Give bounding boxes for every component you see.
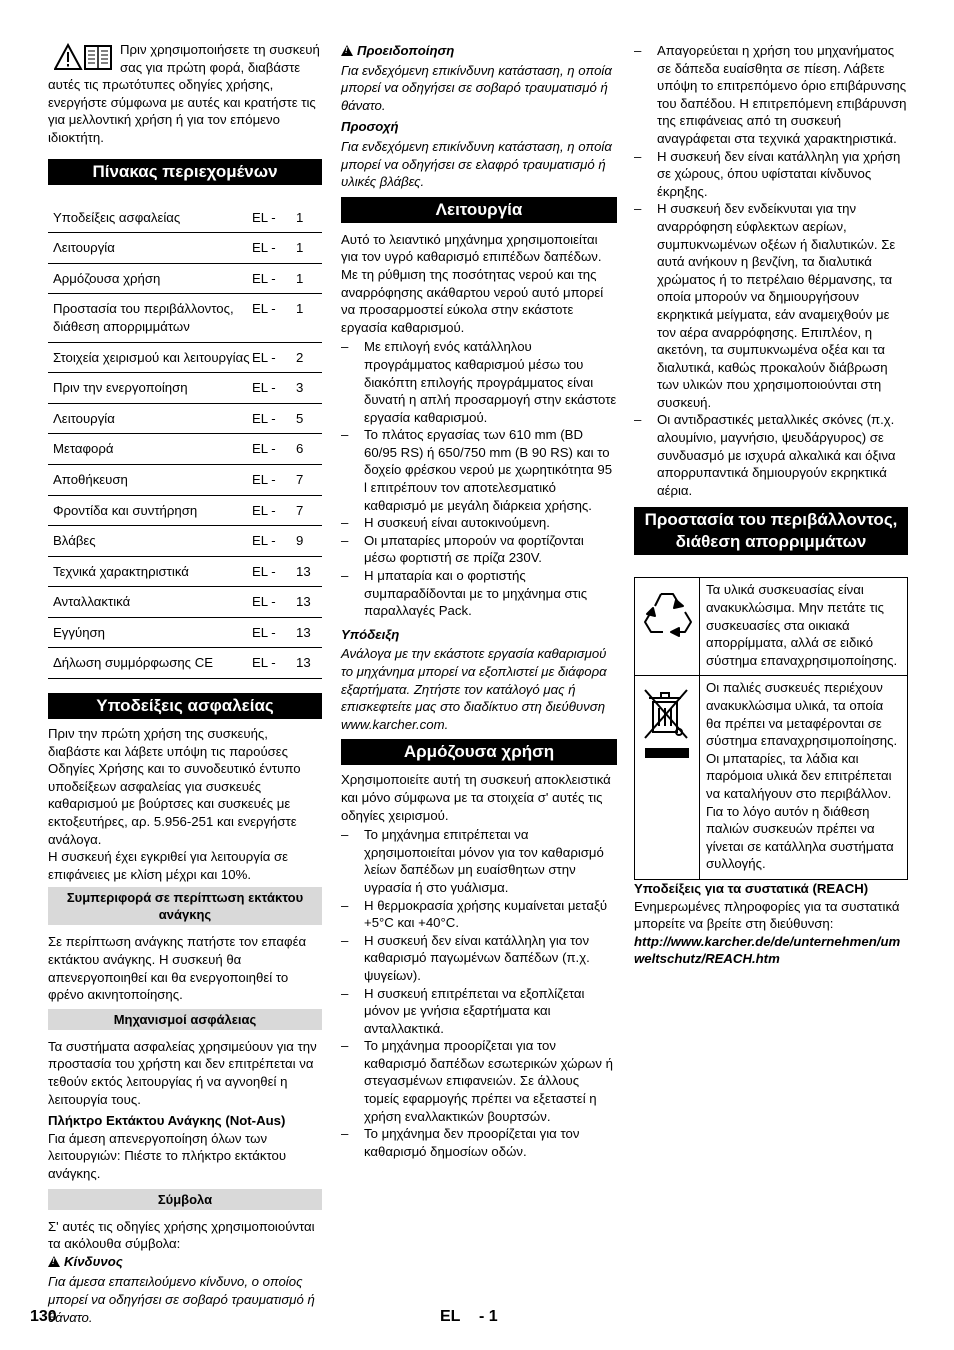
toc-row[interactable] xyxy=(48,434,322,465)
toc-entry-title: Πριν την ενεργοποίηση xyxy=(48,373,252,404)
environment-table xyxy=(634,577,908,880)
warning-triangle-icon xyxy=(341,45,353,56)
function-paragraph-1: Αυτό το λειαντικό μηχάνημα χρησιμοποιείται για τον υγρό καθαρισμό επιπέδων δαπέδων. xyxy=(341,231,602,265)
note-text: Ανάλογα με την εκάστοτε εργασία καθαρισμού το μηχάνημα μπορεί να εξοπλιστεί με διάφορα εξαρτήματα. Ζητήστε τον κατάλογό μας ή επισκεφτείτε μας στο διαδίκτυο στη διεύθυνση www.karcher.com. xyxy=(341,646,607,732)
toc-entry-page: 1 xyxy=(296,233,322,264)
safety-devices-text: Τα συστήματα ασφαλείας χρησιμεύουν για την προστασία του χρήστη και δεν επιτρέπεται να τεθούν εκτός λειτουργίας ή να αγνοηθεί η λειτουργία τους. xyxy=(48,1038,317,1107)
toc-entry-page: 13 xyxy=(296,617,322,648)
intended-use-list-continued xyxy=(634,42,908,499)
list-item: – Η συσκευή δεν είναι κατάλληλη για χρήση σε χώρους, όπου υφίσταται κίνδυνος έκρηξης. xyxy=(634,148,908,201)
danger-text: Για άμεσα επαπειλούμενο κίνδυνο, ο οποίος μπορεί να οδηγήσει σε σοβαρό τραυματισμό ή θάνατο. xyxy=(48,1274,315,1325)
emergency-button-heading: Πλήκτρο Εκτάκτου Ανάγκης (Not-Aus) xyxy=(48,1113,286,1129)
toc-entry-page: 3 xyxy=(296,373,322,404)
intended-use-heading: Αρμόζουσα χρήση xyxy=(341,739,617,765)
safety-heading: Υποδείξεις ασφαλείας xyxy=(48,693,322,719)
toc-entry-title: Λειτουργία xyxy=(48,233,252,264)
toc-row[interactable] xyxy=(48,373,322,404)
warning-triangle-icon xyxy=(48,1256,60,1267)
toc-entry-lang: EL - xyxy=(252,342,296,373)
disposal-text: Οι παλιές συσκευές περιέχουν ανακυκλώσιμα υλικά, τα οποία θα πρέπει να μεταφέρονται σε σύστημα επαναχρησιμοποίησης. Οι μπαταρίες, τα λάδια και παρόμοια υλικά δεν επιτρέπεται να καταλήγουν στο περιβάλλον. Για το λόγο αυτόν η διάθεση παλιών συσκευών πρέπει να γίνεται σε κατάλληλα συστήματα συλλογής. xyxy=(700,676,908,880)
list-item: – Η μπαταρία και ο φορτιστής συμπαραδίδονται με το μηχάνημα στις παραλλαγές Pack. xyxy=(341,567,617,620)
caution-text: Για ενδεχόμενη επικίνδυνη κατάσταση, η οποία μπορεί να οδηγήσει σε ελαφρό τραυματισμό ή υλικές βλάβες. xyxy=(341,138,612,190)
toc-entry-page: 13 xyxy=(296,648,322,679)
danger-label: Κίνδυνος xyxy=(64,1253,123,1269)
toc-row[interactable] xyxy=(48,342,322,373)
list-item: – Το μηχάνημα προορίζεται για τον καθαρισμό δαπέδων εσωτερικών χώρων ή στεγασμένων επιφανειών. Σε άλλους τομείς εφαρμογής πρέπει να εξεταστεί η χρήση εναλλακτικών βουρτσών. xyxy=(341,1037,617,1125)
toc-entry-lang: EL - xyxy=(252,464,296,495)
list-item: – Απαγορεύεται η χρήση του μηχανήματος σε δάπεδα ευαίσθητα σε πίεση. Λάβετε υπόψη το επιτρεπόμενο όριο επιβάρυνσης του δαπέδου. Η επιτρεπόμενη επιβάρυνση της επιφάνειας από τη συσκευή αναγράφεται στα τεχνικά χαρακτηριστικά. xyxy=(634,42,908,148)
toc-entry-title: Προστασία του περιβάλλοντος, διάθεση απορριμμάτων xyxy=(48,294,252,342)
recycle-icon xyxy=(639,586,695,642)
toc-entry-page: 9 xyxy=(296,526,322,557)
toc-entry-page: 13 xyxy=(296,556,322,587)
toc-entry-page: 13 xyxy=(296,587,322,618)
environment-row-disposal xyxy=(635,676,908,880)
warning-text: Για ενδεχόμενη επικίνδυνη κατάσταση, η οποία μπορεί να οδηγήσει σε σοβαρό τραυματισμό ή θάνατο. xyxy=(341,62,612,113)
toc-row[interactable] xyxy=(48,617,322,648)
emergency-heading: Συμπεριφορά σε περίπτωση εκτάκτου ανάγκης xyxy=(48,887,322,925)
column-1 xyxy=(48,40,322,1326)
intended-use-list xyxy=(341,826,617,1160)
toc-entry-lang: EL - xyxy=(252,373,296,404)
list-item: – Η συσκευή είναι αυτοκινούμενη. xyxy=(341,514,617,532)
footer-lang: EL xyxy=(440,1308,461,1325)
reach-link[interactable]: http://www.karcher.de/de/unternehmen/umweltschutz/REACH.htm xyxy=(634,933,901,967)
footer-lang-page: - 1 xyxy=(479,1308,498,1325)
list-item: – Οι μπαταρίες μπορούν να φορτίζονται μέσω φορτιστή σε πρίζα 230V. xyxy=(341,532,617,567)
symbols-text: Σ' αυτές τις οδηγίες χρήσης χρησιμοποιούνται τα ακόλουθα σύμβολα: xyxy=(48,1218,315,1252)
environment-heading: Προστασία του περιβάλλοντος, διάθεση απορριμμάτων xyxy=(634,507,908,555)
toc-entry-title: Λειτουργία xyxy=(48,403,252,434)
list-item: – Η συσκευή δεν ενδείκνυται για την αναρρόφηση εύφλεκτων αερίων, συμπυκνωμένων οξέων ή διαλυτικών. Σε αυτά ανήκουν η βενζίνη, τα διαλυτικά χρώματος ή το πετρέλαιο θέρμανσης, τα οποία μπορούν να δημιουργήσουν εκρηκτικά μείγματα, εάν αναμειχθούν με τον αέρα αναρρόφησης. Επιπλέον, η ακετόνη, τα συμπυκνωμένα οξέα και τα διαλυτικά, καθώς προκαλούν διάβρωση των υλικών που χρησιμοποιούνται στη συσκευή. xyxy=(634,200,908,411)
toc-row[interactable] xyxy=(48,233,322,264)
reach-text: Ενημερωμένες πληροφορίες για τα συστατικά μπορείτε να βρείτε στη διεύθυνση: xyxy=(634,898,900,932)
toc-entry-page: 1 xyxy=(296,294,322,342)
toc-entry-lang: EL - xyxy=(252,495,296,526)
warning-label-line xyxy=(341,42,617,60)
toc-entry-page: 1 xyxy=(296,263,322,294)
warning-manual-icons xyxy=(54,43,116,73)
toc-entry-lang: EL - xyxy=(252,434,296,465)
toc-row[interactable] xyxy=(48,526,322,557)
caution-label: Προσοχή xyxy=(341,119,399,135)
safety-paragraph-2: Η συσκευή έχει εγκριθεί για λειτουργία σε επιφάνειες με κλίση μέχρι και 10%. xyxy=(48,849,289,882)
toc-entry-lang: EL - xyxy=(252,526,296,557)
column-3 xyxy=(634,40,908,968)
toc-entry-lang: EL - xyxy=(252,648,296,679)
page-number: 130 xyxy=(30,1308,57,1325)
danger-label-line xyxy=(48,1253,322,1271)
toc-entry-lang: EL - xyxy=(252,263,296,294)
intended-use-text: Χρησιμοποιείτε αυτή τη συσκευή αποκλειστικά και μόνο σύμφωνα με τα στοιχεία σ' αυτές τις οδηγίες χειρισμού. xyxy=(341,772,611,823)
toc-entry-page: 7 xyxy=(296,495,322,526)
symbols-heading: Σύμβολα xyxy=(48,1189,322,1210)
list-item: – Με επιλογή ενός κατάλληλου προγράμματος καθαρισμού μέσω του διακόπτη επιλογής προγράμματος είναι δυνατή η απλή προσαρμογή στην εκάστοτε εργασία καθαρισμού. xyxy=(341,338,617,426)
toc-heading: Πίνακας περιεχομένων xyxy=(48,159,322,185)
list-item: – Το μηχάνημα δεν προορίζεται για τον καθαρισμό δημοσίων οδών. xyxy=(341,1125,617,1160)
toc-entry-title: Εγγύηση xyxy=(48,617,252,648)
toc-entry-title: Αρμόζουσα χρήση xyxy=(48,263,252,294)
toc-entry-title: Τεχνικά χαρακτηριστικά xyxy=(48,556,252,587)
toc-row[interactable] xyxy=(48,648,322,679)
warning-label: Προειδοποίηση xyxy=(357,43,455,58)
toc-entry-title: Υποδείξεις ασφαλείας xyxy=(48,203,252,233)
toc-row[interactable] xyxy=(48,587,322,618)
toc-entry-lang: EL - xyxy=(252,617,296,648)
toc-entry-page: 1 xyxy=(296,203,322,233)
toc-entry-title: Αποθήκευση xyxy=(48,464,252,495)
toc-row[interactable] xyxy=(48,403,322,434)
list-item: – Το πλάτος εργασίας των 610 mm (BD 60/95 RS) ή 650/750 mm (B 90 RS) και το δοχείο φρέσκου νερού με χωρητικότητα 95 l επιτρέπουν τον αποτελεσματικό καθαρισμό με μεγάλη διάρκεια χρήσης. xyxy=(341,426,617,514)
toc-entry-page: 2 xyxy=(296,342,322,373)
toc-entry-lang: EL - xyxy=(252,556,296,587)
function-paragraph-2: Με τη ρύθμιση της ποσότητας νερού και της αναρρόφησης ακάθαρτου νερού αυτό μπορεί να προσαρμοστεί εύκολα στην εκάστοτε εργασία καθαρισμού. xyxy=(341,266,604,335)
list-item: – Οι αντιδραστικές μεταλλικές σκόνες (π.χ. αλουμίνιο, μαγνήσιο, ψευδάργυρος) σε συνδυασμό με ισχυρά αλκαλικά και όξινα απορρυπαντικά δημιουργούν εκρηκτικά αέρια. xyxy=(634,411,908,499)
toc-entry-title: Στοιχεία χειρισμού και λειτουργίας xyxy=(48,342,252,373)
list-item: – Η θερμοκρασία χρήσης κυμαίνεται μεταξύ +5°C και +40°C. xyxy=(341,897,617,932)
toc-entry-lang: EL - xyxy=(252,294,296,342)
column-2 xyxy=(341,40,617,1160)
toc-entry-lang: EL - xyxy=(252,587,296,618)
note-label: Υπόδειξη xyxy=(341,626,400,642)
toc-entry-page: 6 xyxy=(296,434,322,465)
toc-row[interactable] xyxy=(48,464,322,495)
toc-entry-title: Δήλωση συμμόρφωσης CE xyxy=(48,648,252,679)
environment-row-recycling xyxy=(635,578,908,676)
safety-paragraph-1: Πριν την πρώτη χρήση της συσκευής, διαβάστε και λάβετε υπόψη τις παρούσες Οδηγίες Χρήσης και το συνοδευτικό έντυπο υποδείξεων ασφαλείας για συσκευές καθαρισμού με βούρτσες και συσκευές με εκτοξευτήρες, αρ. 5.956-251 και ενεργήστε ανάλογα. xyxy=(48,726,301,847)
recycling-text: Τα υλικά συσκευασίας είναι ανακυκλώσιμα. Μην πετάτε τις συσκευασίες στα οικιακά απορρίμματα, αλλά σε ειδικό σύστημα επαναχρησιμοποίησης. xyxy=(700,578,908,676)
toc-entry-page: 7 xyxy=(296,464,322,495)
toc-table xyxy=(48,203,322,680)
reach-heading: Υποδείξεις για τα συστατικά (REACH) xyxy=(634,880,869,896)
toc-entry-title: Μεταφορά xyxy=(48,434,252,465)
emergency-button-text: Για άμεση απενεργοποίηση όλων των λειτουργιών: Πιέστε το πλήκτρο εκτάκτου ανάγκης. xyxy=(48,1130,287,1181)
list-item: – Η συσκευή επιτρέπεται να εξοπλίζεται μόνον με γνήσια εξαρτήματα και ανταλλακτικά. xyxy=(341,985,617,1038)
intro-text: Πριν χρησιμοποιήσετε τη συσκευή σας για πρώτη φορά, διαβάστε αυτές τις πρωτότυπες οδηγίες χρήσης, ενεργήστε σύμφωνα με αυτές και κρατήστε τις για μελλοντική χρήση ή για τον επόμενο ιδιοκτήτη. xyxy=(48,42,320,145)
function-list xyxy=(341,338,617,620)
list-item: – Η συσκευή δεν είναι κατάλληλη για τον καθαρισμό παγωμένων δαπέδων (π.χ. ψυγείων). xyxy=(341,932,617,985)
toc-entry-page: 5 xyxy=(296,403,322,434)
toc-entry-title: Βλάβες xyxy=(48,526,252,557)
toc-row[interactable] xyxy=(48,556,322,587)
toc-row[interactable] xyxy=(48,263,322,294)
toc-row[interactable] xyxy=(48,495,322,526)
emergency-text: Σε περίπτωση ανάγκης πατήστε τον επαφέα εκτάκτου ανάγκης. Η συσκευή θα απενεργοποιηθεί και θα ενεργοποιηθεί το φρένο ακινητοποίησης. xyxy=(48,934,307,1003)
function-heading: Λειτουργία xyxy=(341,197,617,223)
toc-entry-lang: EL - xyxy=(252,203,296,233)
warning-book-icon xyxy=(54,43,114,73)
toc-entry-lang: EL - xyxy=(252,403,296,434)
crossed-bin-icon xyxy=(639,684,695,764)
toc-row[interactable] xyxy=(48,294,322,342)
intro-block xyxy=(48,40,322,147)
toc-row[interactable] xyxy=(48,203,322,233)
toc-entry-title: Φροντίδα και συντήρηση xyxy=(48,495,252,526)
toc-entry-title: Ανταλλακτικά xyxy=(48,587,252,618)
toc-entry-lang: EL - xyxy=(252,233,296,264)
list-item: – Το μηχάνημα επιτρέπεται να χρησιμοποιείται μόνον για τον καθαρισμό λείων δαπέδων μη ευαίσθητων στην υγρασία ή στο γυάλισμα. xyxy=(341,826,617,896)
safety-devices-heading: Μηχανισμοί ασφάλειας xyxy=(48,1009,322,1030)
